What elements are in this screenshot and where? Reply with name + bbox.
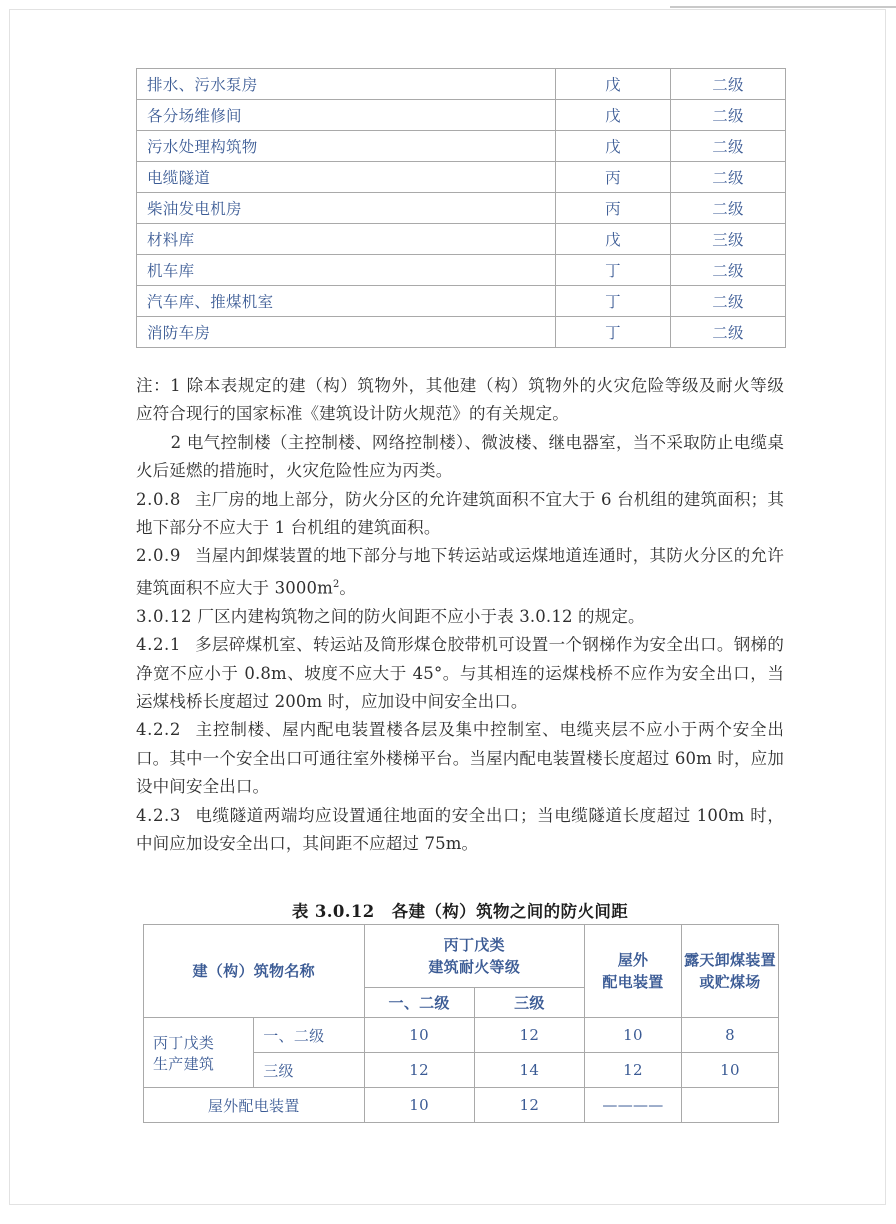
hazard-category-cell: 丁: [556, 255, 671, 286]
clause-number: 4.2.1: [136, 635, 181, 655]
header-bingdingwu-line1: 丙丁戊类: [443, 936, 505, 954]
table-row: [137, 317, 786, 348]
page-content-area: [10, 10, 887, 1206]
fire-resistance-cell: 二级: [671, 317, 786, 348]
table-note-2: 2 电气控制楼（主控制楼、网络控制楼）、微波楼、继电器室，当不采取防止电缆桌火后延燃的措施时，火灾危险性应为丙类。: [136, 432, 784, 481]
clause-number: 3.0.12: [136, 606, 193, 626]
fire-resistance-cell: 二级: [671, 255, 786, 286]
fire-distance-table: [143, 924, 779, 1123]
table-row: [137, 69, 786, 100]
clause-text: 主控制楼、屋内配电装置楼各层及集中控制室、电缆夹层不应小于两个安全出口。其中一个安全出口可通往室外楼梯平台。当屋内配电装置楼长度超过 60m 时，应加设中间安全出口。: [136, 720, 784, 797]
fire-resistance-cell: 二级: [671, 193, 786, 224]
header-bingdingwu-line2: 建筑耐火等级: [428, 958, 521, 976]
header-coal-line1: 露天卸煤装置: [684, 951, 776, 969]
fire-resistance-cell: 二级: [671, 286, 786, 317]
row-label-bingdingwu-production: [144, 1018, 254, 1088]
distance-cell: 10: [585, 1018, 682, 1053]
distance-cell: 12: [585, 1053, 682, 1088]
superscript-square: 2: [332, 578, 340, 590]
clause-text: 厂区内建构筑物之间的防火间距不应小于表 3.0.12 的规定。: [197, 606, 645, 626]
clause-2-0-8: [136, 486, 784, 543]
building-name-cell: 各分场维修间: [137, 100, 556, 131]
clause-4-2-3: [136, 802, 784, 859]
clause-2-0-9: [136, 542, 784, 602]
document-page-sheet: [9, 9, 886, 1205]
header-coal-line2: 或贮煤场: [699, 973, 761, 991]
table-row: [137, 131, 786, 162]
clause-text: 电缆隧道两端均应设置通往地面的安全出口；当电缆隧道长度超过 100m 时，中间应加设安全出口，其间距不应超过 75m。: [136, 805, 784, 853]
clause-number: 4.2.2: [136, 720, 181, 740]
header-outdoor-line1: 屋外: [617, 951, 649, 969]
building-name-cell: 机车库: [137, 255, 556, 286]
distance-cell: 10: [364, 1088, 474, 1123]
clause-text-tail: 。: [339, 578, 357, 598]
fire-hazard-classification-table: [136, 68, 786, 348]
subheader-grade-3: 三级: [474, 988, 584, 1018]
header-bingdingwu-group: [364, 925, 585, 988]
hazard-category-cell: 戊: [556, 224, 671, 255]
table-row: [137, 162, 786, 193]
distance-cell-empty: [682, 1088, 779, 1123]
table-row: [137, 100, 786, 131]
hazard-category-cell: 戊: [556, 69, 671, 100]
clause-text: 多层碎煤机室、转运站及筒形煤仓胶带机可设置一个钢梯作为安全出口。钢梯的净宽不应小于 0.8m、坡度不应大于 45°。与其相连的运煤栈桥不应作为安全出口，当运煤栈桥长度超过 200m 时，应加设中间安全出口。: [136, 635, 784, 711]
building-name-cell: 排水、污水泵房: [137, 69, 556, 100]
distance-cell: 14: [474, 1053, 584, 1088]
distance-cell: 12: [474, 1018, 584, 1053]
table-header-row: [144, 925, 779, 988]
row-label-line1: 丙丁戊类: [153, 1033, 215, 1052]
fire-resistance-cell: 二级: [671, 162, 786, 193]
building-name-cell: 汽车库、推煤机室: [137, 286, 556, 317]
table-row: [137, 224, 786, 255]
table-row: [144, 1018, 779, 1053]
hazard-category-cell: 丁: [556, 317, 671, 348]
fire-resistance-cell: 三级: [671, 224, 786, 255]
table-note-1: 注：1 除本表规定的建（构）筑物外，其他建（构）筑物外的火灾危险等级及耐火等级应符合现行的国家标准《建筑设计防火规范》的有关规定。: [136, 376, 784, 424]
hazard-category-cell: 戊: [556, 131, 671, 162]
fire-resistance-cell: 二级: [671, 131, 786, 162]
clause-number: 2.0.9: [136, 546, 181, 566]
distance-cell: 12: [474, 1088, 584, 1123]
row-label-line2: 生产建筑: [153, 1054, 215, 1073]
clause-4-2-1: [136, 631, 784, 716]
table-row: [137, 286, 786, 317]
clause-number: 2.0.8: [136, 489, 181, 509]
clause-3-0-12: [136, 603, 784, 631]
clause-text: 主厂房的地上部分，防火分区的允许建筑面积不宜大于 6 台机组的建筑面积；其地下部分不应大于 1 台机组的建筑面积。: [136, 489, 784, 538]
building-name-cell: 柴油发电机房: [137, 193, 556, 224]
page-top-shadow-band: [0, 0, 896, 9]
body-text-block: [136, 372, 784, 858]
building-name-cell: 污水处理构筑物: [137, 131, 556, 162]
distance-cell: 10: [682, 1053, 779, 1088]
building-name-cell: 电缆隧道: [137, 162, 556, 193]
clause-text: 当屋内卸煤装置的地下部分与地下转运站或运煤地道连通时，其防火分区的允许建筑面积不应大于 3000m: [136, 546, 784, 598]
page-edge-line: [670, 6, 896, 8]
clause-4-2-2: [136, 716, 784, 801]
table-row: [137, 193, 786, 224]
header-building-name: 建（构）筑物名称: [144, 925, 365, 1018]
hazard-category-cell: 戊: [556, 100, 671, 131]
distance-cell: 8: [682, 1018, 779, 1053]
fire-distance-table-caption: 表 3.0.12 各建（构）筑物之间的防火间距: [291, 902, 629, 921]
table-row: [137, 255, 786, 286]
hazard-category-cell: 丁: [556, 286, 671, 317]
header-outdoor-line2: 配电装置: [602, 973, 664, 991]
sub-row-label-grade-1-2: 一、二级: [254, 1018, 364, 1053]
hazard-category-cell: 丙: [556, 162, 671, 193]
header-outdoor-switchgear: [585, 925, 682, 1018]
distance-cell: 12: [364, 1053, 474, 1088]
table-row: [144, 1088, 779, 1123]
building-name-cell: 材料库: [137, 224, 556, 255]
distance-cell-dash: ————: [585, 1088, 682, 1123]
subheader-grade-1-2: 一、二级: [364, 988, 474, 1018]
sub-row-label-grade-3: 三级: [254, 1053, 364, 1088]
header-coal-unloading: [682, 925, 779, 1018]
row-label-outdoor-switchgear: 屋外配电装置: [144, 1088, 365, 1123]
fire-resistance-cell: 二级: [671, 69, 786, 100]
building-name-cell: 消防车房: [137, 317, 556, 348]
fire-resistance-cell: 二级: [671, 100, 786, 131]
hazard-category-cell: 丙: [556, 193, 671, 224]
distance-cell: 10: [364, 1018, 474, 1053]
clause-number: 4.2.3: [136, 805, 181, 825]
